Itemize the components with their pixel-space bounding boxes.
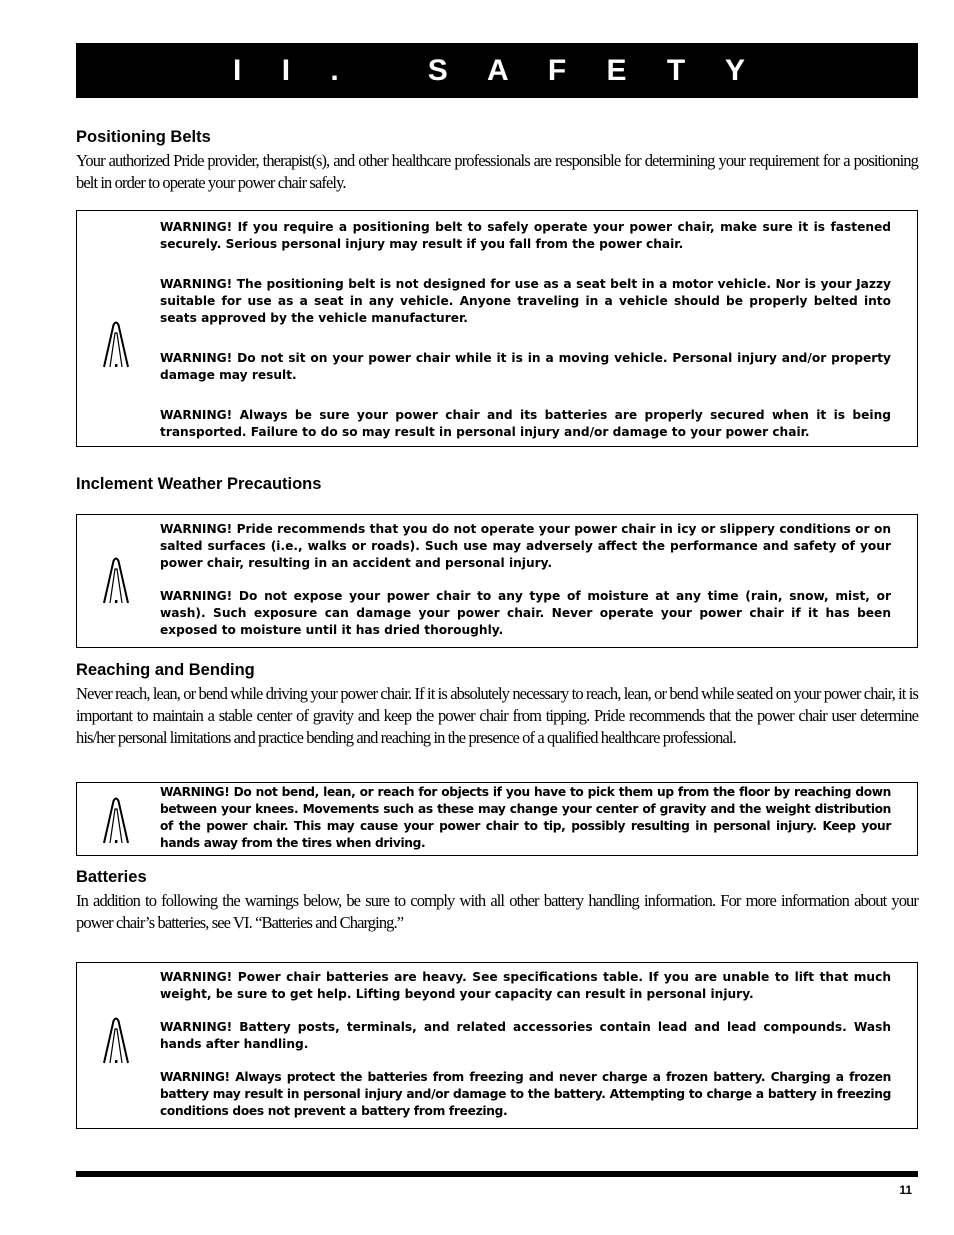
paragraph-reaching-bending: Never reach, lean, or bend while driving your power chair. If it is absolutely necessary to reach, lean, or bend while seated on your power chair, it is important to maintain a stable center of gravity and keep the power chair from tipping. Pride recommends that the power chair user determine his/her personal limitations and practice bending and reaching in the presence of a qualified healthcare professional. [76,684,918,747]
warning-triangle-icon [101,795,131,847]
footer-rule [76,1171,918,1177]
warning-triangle-icon [101,555,131,607]
heading-reaching-bending: Reaching and Bending [76,661,255,679]
warning-text: WARNING! Power chair batteries are heavy. See specifications table. If you are unable to lift that much weight, be sure to get help. Lifting beyond your capacity can result in personal injury. [160,970,891,1001]
warning-box-weather [76,514,918,648]
heading-inclement-weather: Inclement Weather Precautions [76,475,322,493]
warning-triangle-icon [101,1015,131,1067]
paragraph-batteries: In addition to following the warnings below, be sure to comply with all other battery handling information. For more information about your power chair’s batteries, see VI. “Batteries and Charging.” [76,891,918,932]
paragraph-positioning-belts: Your authorized Pride provider, therapist(s), and other healthcare professionals are responsible for determining your requirement for a positioning belt in order to operate your power chair safely. [76,151,918,192]
warning-list [160,219,891,441]
warning-list [160,784,891,852]
heading-batteries: Batteries [76,868,147,886]
warning-list [160,969,891,1120]
warning-box-reaching [76,782,918,856]
page-number: 11 [899,1183,912,1197]
heading-positioning-belts: Positioning Belts [76,128,211,146]
warning-text: WARNING! Battery posts, terminals, and related accessories contain lead and lead compounds. Wash hands after handling. [160,1020,891,1051]
section-title-banner [76,43,918,98]
warning-text: WARNING! Do not bend, lean, or reach for objects if you have to pick them up from the floor by reaching down between your knees. Movements such as these may change your center of gravity and the weight distribution of the power chair. This may cause your power chair to tip, possibly resulting in personal injury. Keep your hands away from the tires when driving. [160,785,891,850]
warning-text: WARNING! Do not expose your power chair to any type of moisture at any time (rain, snow, mist, or wash). Such exposure can damage your power chair. Never operate your power chair if it has been exposed to moisture until it has dried thoroughly. [160,589,891,637]
section-title: I I . S A F E T Y [233,53,761,87]
warning-text: WARNING! Always be sure your power chair and its batteries are properly secured when it is being transported. Failure to do so may result in personal injury and/or damage to your power chair. [160,408,891,439]
warning-text: WARNING! Pride recommends that you do not operate your power chair in icy or slippery conditions or on salted surfaces (i.e., walks or roads). Such use may adversely affect the performance and safety of your power chair, resulting in an accident and personal injury. [160,522,891,570]
warning-box-batteries [76,962,918,1129]
warning-box-positioning [76,210,918,447]
warning-text: WARNING! Do not sit on your power chair while it is in a moving vehicle. Personal injury and/or property damage may result. [160,351,891,382]
warning-triangle-icon [101,319,131,371]
warning-list [160,521,891,639]
warning-text: WARNING! The positioning belt is not designed for use as a seat belt in a motor vehicle. Nor is your Jazzy suitable for use as a seat in any vehicle. Anyone traveling in a vehicle should be properly belted into seats approved by the vehicle manufacturer. [160,277,891,325]
warning-text: WARNING! If you require a positioning belt to safely operate your power chair, make sure it is fastened securely. Serious personal injury may result if you fall from the power chair. [160,220,891,251]
warning-text: WARNING! Always protect the batteries from freezing and never charge a frozen battery. Charging a frozen battery may result in personal injury and/or damage to the battery. Attempting to charge a battery in freezing conditions does not prevent a battery from freezing. [160,1070,891,1118]
